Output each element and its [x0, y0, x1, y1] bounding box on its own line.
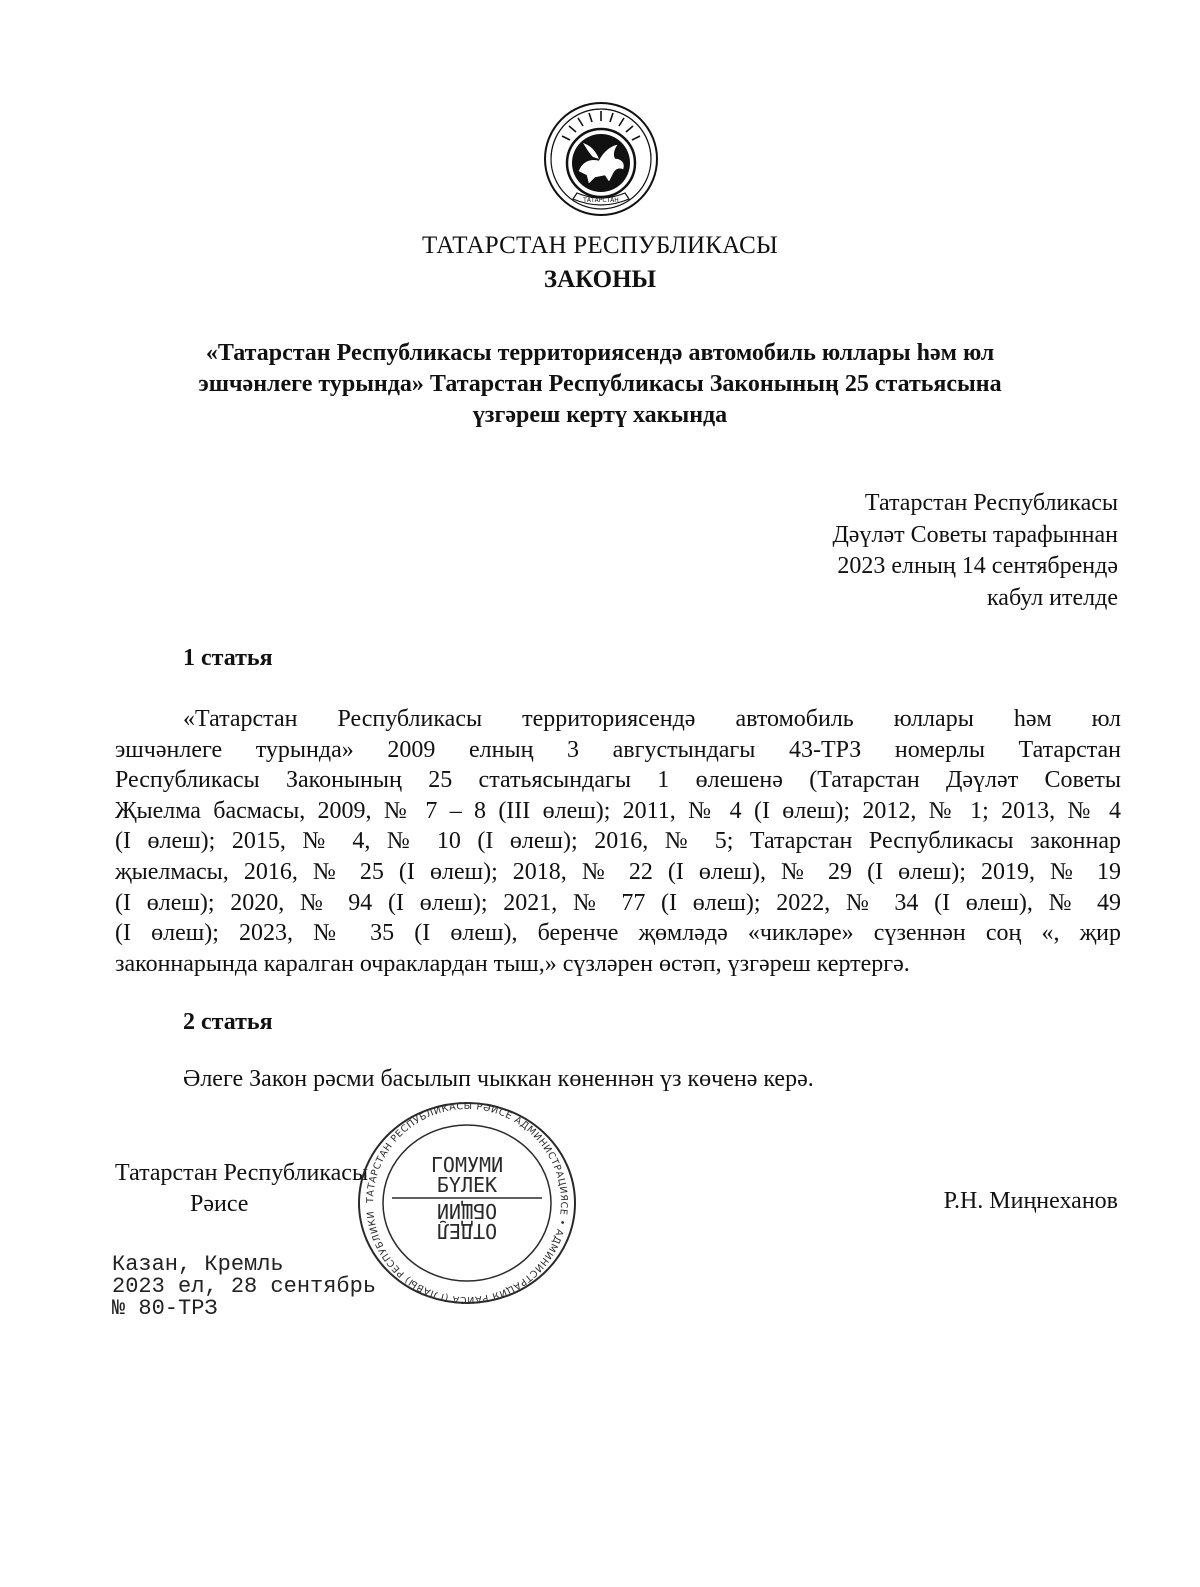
- coat-of-arms-icon: [543, 101, 659, 217]
- adoption-line: Татарстан Республикасы: [864, 490, 1118, 516]
- article-1-heading: 1 статья: [183, 645, 273, 671]
- signatory-position: [115, 1158, 368, 1220]
- law-heading: ЗАКОНЫ: [543, 266, 657, 293]
- article-1-line: законнарында каралган очраклардан тыш,» сүзләрен өстәп, үзгәреш кертергә.: [115, 950, 910, 977]
- law-title-line: үзгәреш кертү хакында: [472, 402, 728, 428]
- signatory-position-line: Рәисе: [190, 1191, 249, 1217]
- law-title: [140, 338, 1060, 431]
- article-1-line: Республикасы Законының 25 статьясындагы 1 өлешенә (Татарстан Дәүләт Советы: [115, 767, 1121, 794]
- article-1-text: [115, 704, 1121, 979]
- article-1-line: (I өлеш); 2015, № 4, № 10 (I өлеш); 2016, № 5; Татарстан Республикасы законнар: [115, 828, 1121, 855]
- signatory-position-line: Татарстан Республикасы: [115, 1160, 369, 1186]
- date: 2023 ел, 28 сентябрь: [112, 1274, 377, 1299]
- article-1-line: Җыелма басмасы, 2009, № 7 – 8 (III өлеш); 2011, № 4 (I өлеш); 2012, № 1; 2013, № 4: [115, 797, 1121, 824]
- article-1-line: эшчәнлеге турында» 2009 елның 3 августындагы 43-ТРЗ номерлы Татарстан: [115, 736, 1121, 763]
- article-2-heading: 2 статья: [183, 1009, 273, 1035]
- place-date-block: [112, 1254, 376, 1320]
- law-title-line: «Татарстан Республикасы территориясендә автомобиль юллары һәм юл: [205, 340, 995, 366]
- adoption-line: Дәүләт Советы тарафыннан: [832, 521, 1118, 548]
- stamp-ring-text: ТАТАРСТАН РЕСПУБЛИКАСЫ РӘИСЕ АДМИНИСТРАЦИЯСЕ • АДМИНИСТРАЦИЯ РАИСА (ГЛАВЫ) РЕСПУБЛИКИ: [364, 1100, 570, 1306]
- law-title-line: эшчәнлеге турында» Татарстан Республикасы Законының 25 статьясына: [198, 371, 1002, 397]
- article-1-line: (I өлеш); 2023, № 35 (I өлеш), беренче җөмләдә «чикләре» сүзеннән соң «, җир: [115, 920, 1121, 947]
- article-1-line: «Татарстан Республикасы территориясендә автомобиль юллары һәм юл: [183, 706, 1121, 732]
- official-stamp: [352, 1098, 582, 1308]
- republic-heading: ТАТАРСТАН РЕСПУБЛИКАСЫ: [422, 232, 778, 259]
- svg-text:ТАТАРСТАН: ТАТАРСТАН: [583, 197, 619, 204]
- adoption-note: [832, 488, 1118, 614]
- law-number: № 80-ТРЗ: [112, 1296, 218, 1321]
- article-1-line: (I өлеш); 2020, № 94 (I өлеш); 2021, № 77 (I өлеш); 2022, № 34 (I өлеш), № 49: [115, 889, 1121, 916]
- adoption-line: 2023 елның 14 сентябрендә: [837, 553, 1118, 579]
- place: Казан, Кремль: [112, 1252, 284, 1277]
- signatory-name: Р.Н. Миңнеханов: [943, 1188, 1118, 1214]
- article-2-text: Әлеге Закон рәсми басылып чыккан көненнән үз көченә керә.: [183, 1066, 814, 1092]
- stamp-line-4: ОБЩИЙ: [436, 1199, 498, 1223]
- adoption-line: кабул ителде: [987, 584, 1118, 611]
- stamp-line-2: БҮЛЕК: [436, 1173, 498, 1197]
- stamp-line-1: ГОМУМИ: [430, 1153, 504, 1177]
- stamp-line-3: ОТДЕЛ: [436, 1219, 498, 1243]
- article-1-line: җыелмасы, 2016, № 25 (I өлеш); 2018, № 22 (I өлеш), № 29 (I өлеш); 2019, № 19: [115, 858, 1121, 885]
